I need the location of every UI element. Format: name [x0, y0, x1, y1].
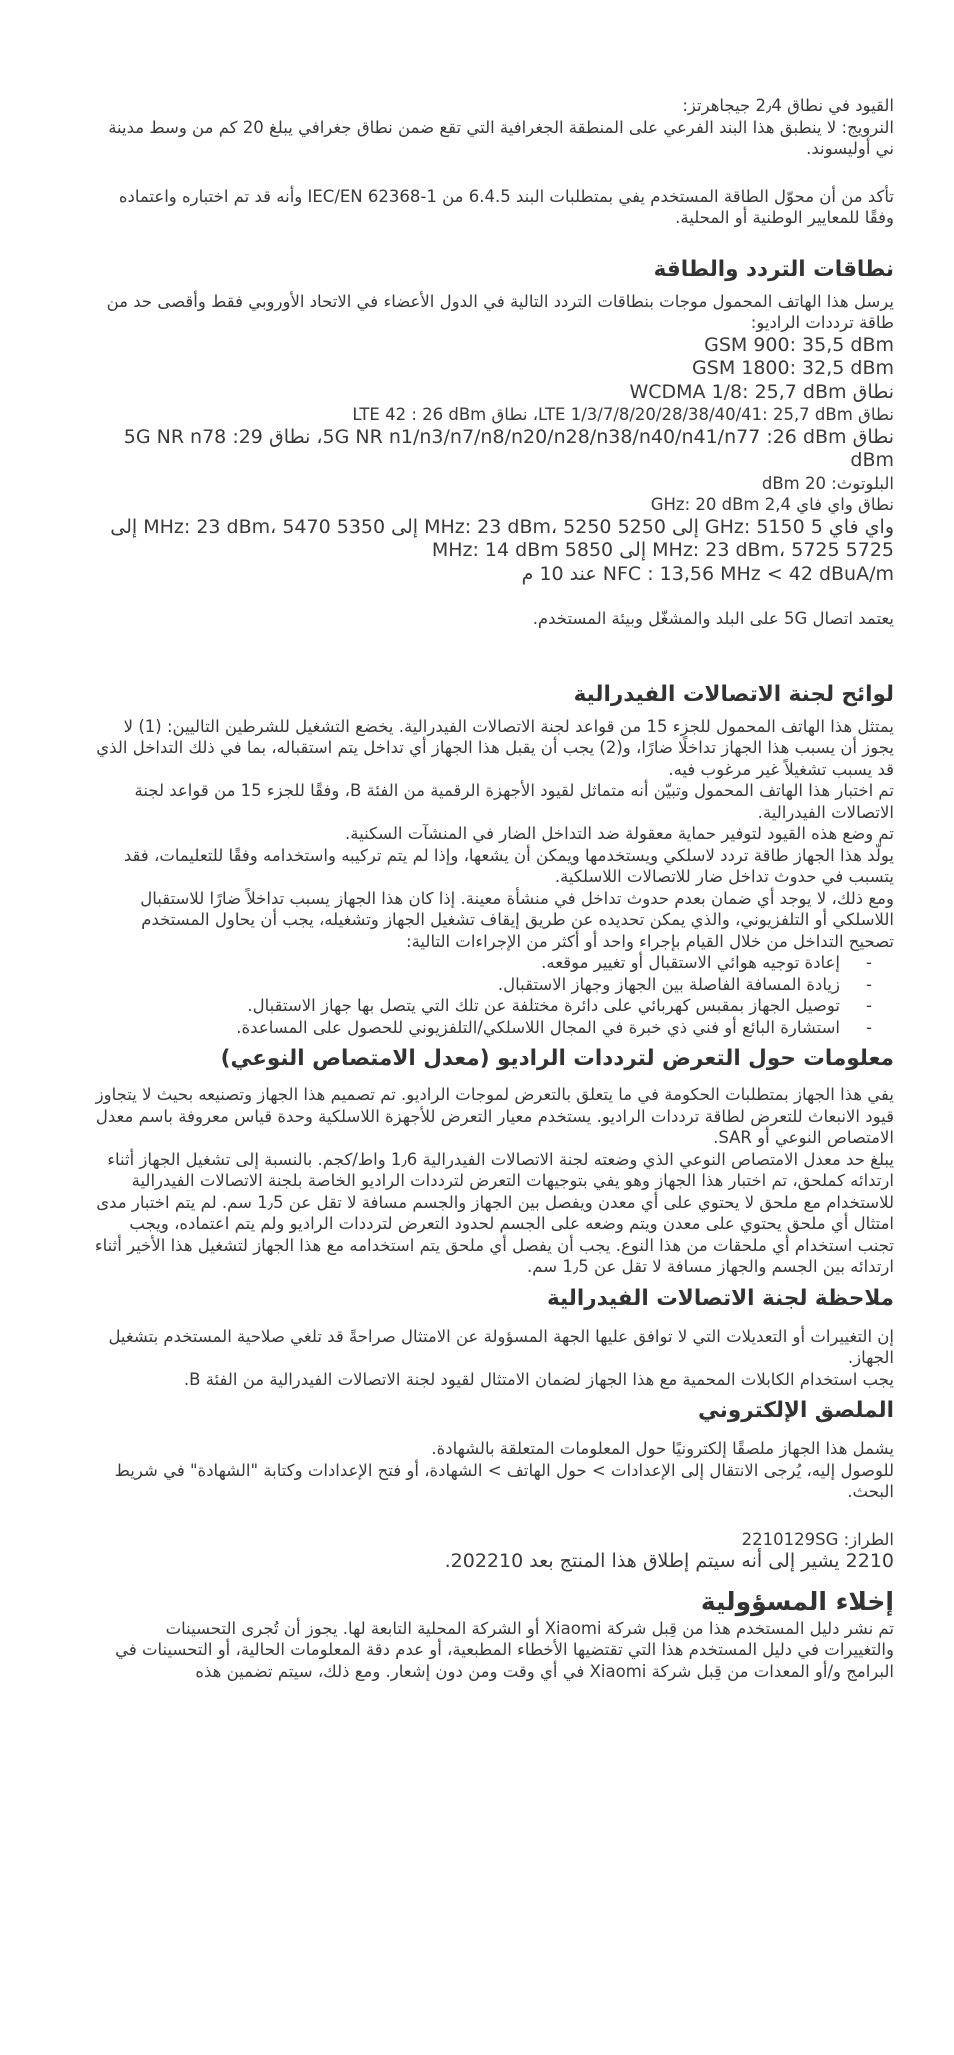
- sar-paragraph-2: يبلغ حد معدل الامتصاص النوعي الذي وضعته لجنة الاتصالات الفيدرالية 1٫6 واط/كجم. بالنسبة إلى تشغيل الجهاز أثناء ارتدائه كملحق، تم اختبار هذا الجهاز وهو يفي بتوجيهات التعرض لترددات الراديو الخاصة بلجنة الاتصالات الفيدرالية للاستخدام مع ملحق لا يحتوي على أي معدن ويفصل بين الجهاز والجسم مسافة لا تقل عن 1٫5 سم. لم يتم اختبار مدى امتثال أي ملحق يحتوي على معدن ويتم وضعه على الجسم لحدود التعرض لترددات الراديو ولم يتم اعتماده، ويجب تجنب استخدام أي ملحقات من هذا النوع. يجب أن يفصل أي ملحق يتم استخدامه مع هذا الجهاز لتشغيل هذا الأخير أثناء ارتدائه بين الجسم والجهاز مسافة لا تقل عن 1٫5 سم.: [94, 1149, 894, 1276]
- model-number: الطراز: 2210129SG: [741, 1529, 894, 1549]
- fcc-paragraph-5: ومع ذلك، لا يوجد أي ضمان بعدم حدوث تداخل في منشأة معينة. إذا كان هذا الجهاز يسبب تداخلاً ضارًا للاستقبال اللاسلكي أو التلفزيوني، والذي يمكن تحديده عن طريق إيقاف تشغيل الجهاز وتشغيله، يجب أن يحاول المستخدم تصحيح التداخل من خلال القيام بإجراء واحد أو أكثر من الإجراءات التالية:: [140, 888, 894, 951]
- restrictions-title: القيود في نطاق 2٫4 جيجاهرتز:: [682, 96, 894, 115]
- band-gsm900: GSM 900: 35,5 dBm: [704, 333, 894, 356]
- band-wifi-5: واي فاي 5 GHz: 5150 إلى 5250 MHz: 23 dBm، 5250 إلى 5350 MHz: 23 dBm، 5470 إلى 5725 MHz: 23 dBm، 5725 إلى 5850 MHz: 14 dBm: [110, 515, 894, 561]
- fcc-paragraph-3: تم وضع هذه القيود لتوفير حماية معقولة ضد التداخل الضار في المنشآت السكنية.: [345, 824, 894, 843]
- list-item: - توصيل الجهاز بمقبس كهربائي على دائرة مختلفة عن تلك التي يتصل بها جهاز الاستقبال.: [94, 995, 856, 1017]
- band-nfc: NFC : 13,56 MHz < 42 dBuA/m عند 10 م: [521, 562, 894, 585]
- fcc-paragraph-2: تم اختبار هذا الهاتف المحمول وتبيّن أنه متماثل لقيود الأجهزة الرقمية من الفئة B، وفقًا للجزء 15 من قواعد لجنة الاتصالات الفيدرالية.: [134, 781, 894, 822]
- model-launch-note: 2210 يشير إلى أنه سيتم إطلاق هذا المنتج بعد 202210.: [444, 1550, 894, 1572]
- restrictions-norway: النرويج: لا ينطبق هذا البند الفرعي على المنطقة الجغرافية التي تقع ضمن نطاق جغرافي يبلغ 20 كم من وسط مدينة ني أوليسوند.: [108, 117, 894, 158]
- bands-heading: نطاقات التردد والطاقة: [653, 256, 894, 282]
- band-wifi-24: نطاق واي فاي 2,4 GHz: 20 dBm: [650, 495, 894, 514]
- elabel-paragraph-2: للوصول إليه، يُرجى الانتقال إلى الإعدادات > حول الهاتف > الشهادة، أو فتح الإعدادات وكتابة "الشهادة" في شريط البحث.: [114, 1460, 894, 1501]
- fcc-paragraph-4: يولّد هذا الجهاز طاقة تردد لاسلكي ويستخدمها ويمكن أن يشعها، وإذا لم يتم تركيبه واستخدامه وفقًا للتعليمات، فقد يتسبب في حدوث تداخل ضار للاتصالات اللاسلكية.: [123, 845, 894, 886]
- document-page: [94, 95, 894, 1682]
- fcc-heading: لوائح لجنة الاتصالات الفيدرالية: [573, 681, 894, 707]
- list-item: - إعادة توجيه هوائي الاستقبال أو تغيير موقعه.: [94, 952, 856, 974]
- bands-intro: يرسل هذا الهاتف المحمول موجات بنطاقات التردد التالية في الدول الأعضاء في الاتحاد الأوروبي فقط وأقصى حد من طاقة ترددات الراديو:: [106, 291, 894, 332]
- sar-paragraph-1: يفي هذا الجهاز بمتطلبات الحكومة في ما يتعلق بالتعرض لموجات الراديو. تم تصميم هذا الجهاز وتصنيعه بحيث لا يتجاوز قيود الانبعاث للتعرض لطاقة ترددات الراديو. يستخدم معيار التعرض للأجهزة اللاسلكية وحدة قياس معروفة باسم معدل الامتصاص النوعي أو SAR.: [95, 1085, 894, 1147]
- band-lte: نطاق LTE 1/3/7/8/20/28/38/40/41: 25,7 dBm، نطاق LTE 42 : 26 dBm: [352, 405, 894, 424]
- band-wcdma: نطاق WCDMA 1/8: 25,7 dBm: [629, 380, 894, 403]
- disclaimer-heading: إخلاء المسؤولية: [700, 1586, 894, 1616]
- elabel-heading: الملصق الإلكتروني: [698, 1398, 894, 1423]
- fcc-note-paragraph-1: إن التغييرات أو التعديلات التي لا توافق عليها الجهة المسؤولة عن الامتثال صراحةً قد تلغي صلاحية المستخدم بتشغيل الجهاز.: [108, 1326, 894, 1367]
- note-5g: يعتمد اتصال 5G على البلد والمشغّل وبيئة المستخدم.: [532, 609, 894, 628]
- elabel-paragraph-1: يشمل هذا الجهاز ملصقًا إلكترونيًا حول المعلومات المتعلقة بالشهادة.: [431, 1439, 894, 1458]
- fcc-paragraph-1: يمتثل هذا الهاتف المحمول للجزء 15 من قواعد لجنة الاتصالات الفيدرالية. يخضع التشغيل للشرطين التاليين: (1) لا يجوز أن يسبب هذا الجهاز تداخلًا ضارًا، و(2) يجب أن يقبل هذا الجهاز أي تداخل يتم استقباله، بما في ذلك التداخل الذي قد يسبب تشغيلاً غير مرغوب فيه.: [96, 716, 894, 779]
- fcc-measures-list: [94, 952, 894, 1038]
- band-bluetooth: البلوتوث: 20 dBm: [761, 473, 894, 493]
- band-gsm1800: GSM 1800: 32,5 dBm: [692, 357, 894, 379]
- fcc-note-paragraph-2: يجب استخدام الكابلات المحمية مع هذا الجهاز لضمان الامتثال لقيود لجنة الاتصالات الفيدرالية من الفئة B.: [183, 1369, 894, 1389]
- adapter-note: تأكد من أن محوّل الطاقة المستخدم يفي بمتطلبات البند 6.4.5 من IEC/EN 62368-1 وأنه قد تم اختباره واعتماده وفقًا للمعايير الوطنية أو المحلية.: [118, 186, 894, 227]
- disclaimer-text: تم نشر دليل المستخدم هذا من قِبل شركة Xiaomi أو الشركة المحلية التابعة لها. يجوز أن تُجرى التحسينات والتغييرات في دليل المستخدم هذا التي تقتضيها الأخطاء المطبعية، أو عدم دقة المعلومات الحالية، أو التحسينات في البرامج و/أو المعدات من قِبل شركة Xiaomi في أي وقت ومن دون إشعار. ومع ذلك، سيتم تضمين هذه: [115, 1618, 894, 1681]
- fcc-note-heading: ملاحظة لجنة الاتصالات الفيدرالية: [546, 1285, 894, 1311]
- sar-heading: معلومات حول التعرض لترددات الراديو (معدل الامتصاص النوعي): [220, 1046, 894, 1071]
- list-item: - زيادة المسافة الفاصلة بين الجهاز وجهاز الاستقبال.: [94, 974, 856, 996]
- band-5g-nr: نطاق 5G NR n1/n3/n7/n8/n20/n28/n38/n40/n41/n77 :26 dBm، نطاق 5G NR n78 :29 dBm: [123, 425, 894, 471]
- list-item: - استشارة البائع أو فني ذي خبرة في المجال اللاسلكي/التلفزيوني للحصول على المساعدة.: [94, 1017, 856, 1039]
